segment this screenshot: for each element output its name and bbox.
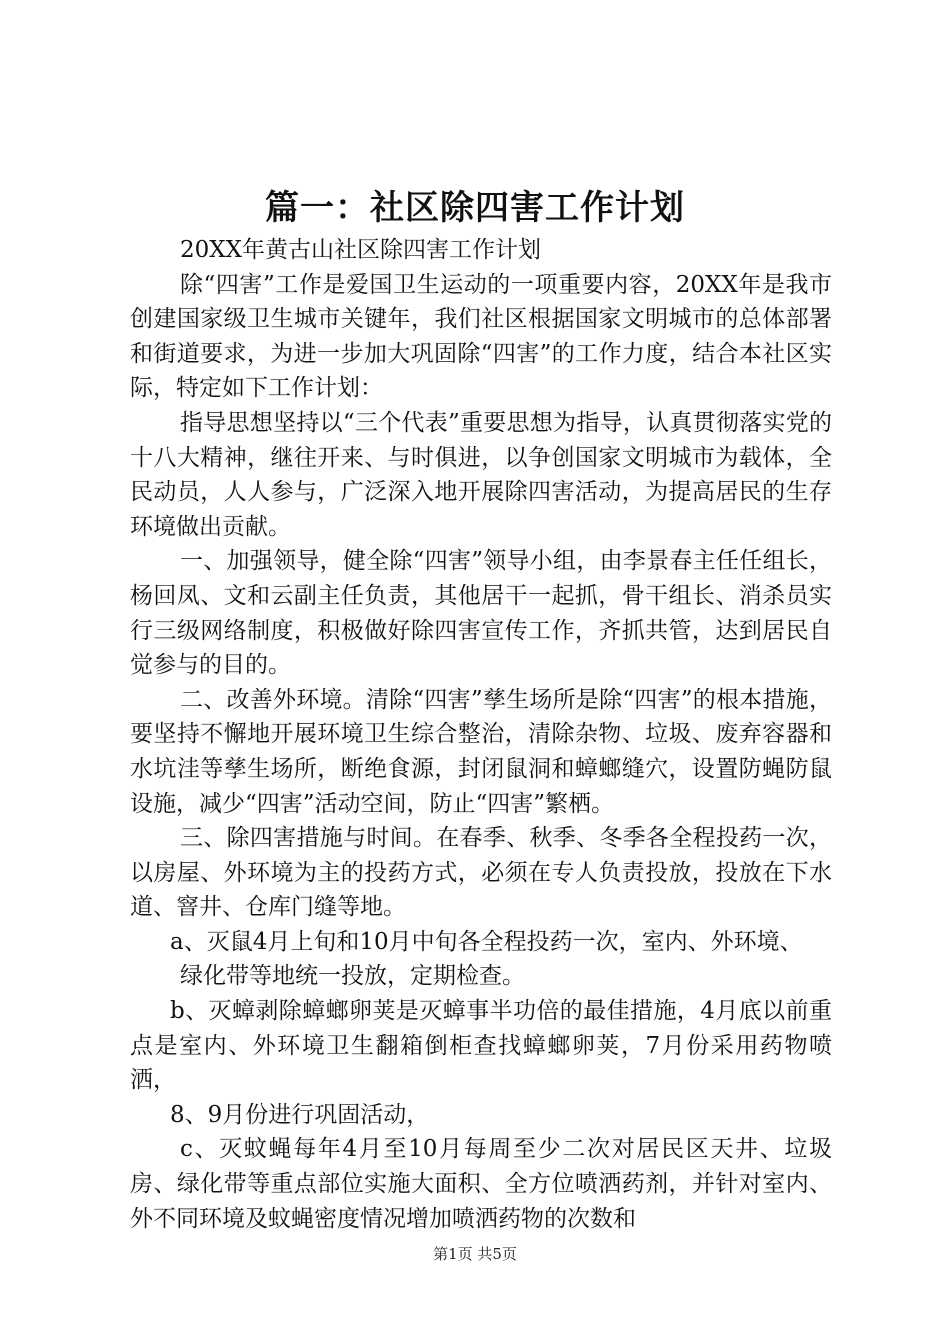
paragraph-item-a-cont: 绿化带等地统一投放，定期检查。	[180, 963, 525, 990]
paragraph-section-two: 二、改善外环境。清除“四害”孳生场所是除“四害”的根本措施，要坚持不懈地开展环境卫生综合整治，清除杂物、垃圾、废弃容器和水坑洼等孳生场所，断绝食源，封闭鼠洞和蟑螂缝穴，设置防蝇防鼠设施，减少“四害”活动空间，防止“四害”繁栖。	[130, 686, 832, 817]
paragraph-guiding-ideology: 指导思想坚持以“三个代表”重要思想为指导，认真贯彻落实党的十八大精神，继往开来、与时俱进，以争创国家文明城市为载体，全民动员，人人参与，广泛深入地开展除四害活动，为提高居民的生存环境做出贡献。	[130, 409, 832, 540]
document-title: 篇一：社区除四害工作计划	[265, 188, 685, 228]
paragraph-item-b: b、灭蟑剥除蟑螂卵荚是灭蟑事半功倍的最佳措施，4月底以前重点是室内、外环境卫生翻箱倒柜查找蟑螂卵荚，7月份采用药物喷洒，	[130, 998, 832, 1094]
page-footer: 第1页 共5页	[433, 1245, 517, 1263]
paragraph-section-one: 一、加强领导，健全除“四害”领导小组，由李景春主任任组长，杨回凤、文和云副主任负责，其他居干一起抓，骨干组长、消杀员实行三级网络制度，积极做好除四害宣传工作，齐抓共管，达到居民自觉参与的目的。	[130, 548, 832, 679]
paragraph-item-b-cont: 8、9月份进行巩固活动，	[170, 1101, 430, 1128]
paragraph-item-a: a、灭鼠4月上旬和10月中旬各全程投药一次，室内、外环境、	[170, 928, 803, 955]
paragraph-item-c: c、灭蚊蝇每年4月至10月每周至少二次对居民区天井、垃圾房、绿化带等重点部位实施大面积、全方位喷洒药剂，并针对室内、外不同环境及蚊蝇密度情况增加喷洒药物的次数和	[130, 1136, 832, 1232]
paragraph-intro: 除“四害”工作是爱国卫生运动的一项重要内容，20XX年是我市创建国家级卫生城市关键年，我们社区根据国家文明城市的总体部署和街道要求，为进一步加大巩固除“四害”的工作力度，结合本社区实际，特定如下工作计划：	[130, 271, 832, 402]
paragraph-plan-heading: 20XX年黄古山社区除四害工作计划	[180, 237, 542, 263]
paragraph-section-three: 三、除四害措施与时间。在春季、秋季、冬季各全程投药一次，以房屋、外环境为主的投药方式，必须在专人负责投放，投放在下水道、窨井、仓库门缝等地。	[130, 825, 832, 921]
document-body	[130, 233, 832, 1236]
